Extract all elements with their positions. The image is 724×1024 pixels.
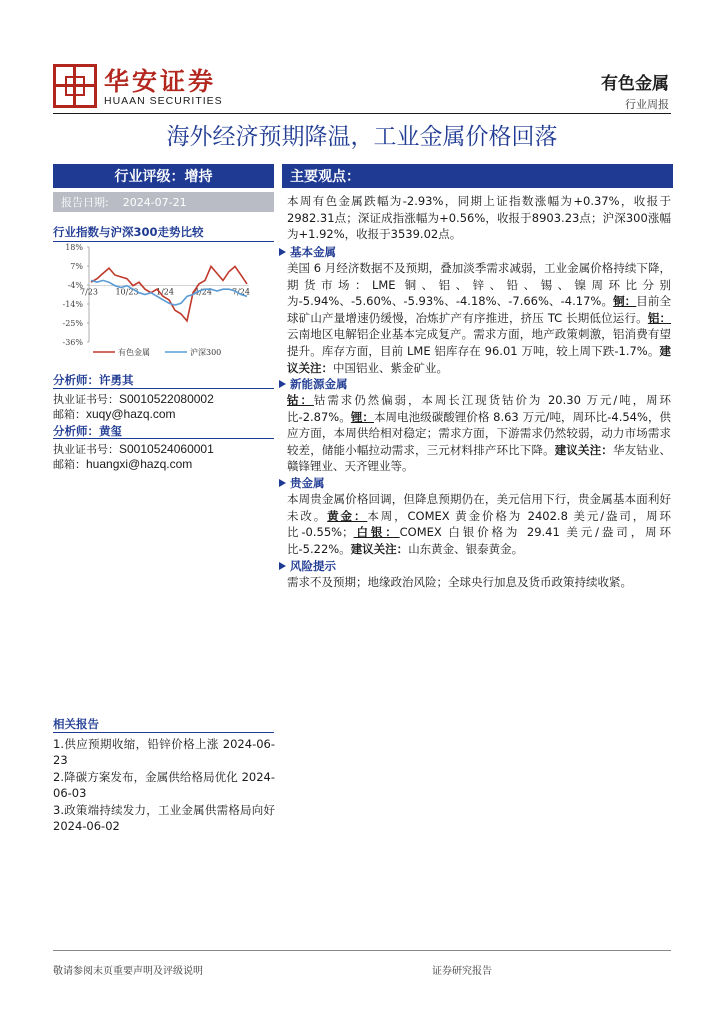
silver-keyword: 白银：	[353, 525, 400, 540]
analyst-2-name: 分析师：黄玺	[53, 424, 122, 438]
header-divider	[53, 113, 671, 114]
triangle-bullet-icon	[279, 562, 286, 570]
footer-divider	[53, 950, 671, 951]
y-tick-label: -25%	[62, 319, 83, 328]
triangle-bullet-icon	[279, 479, 286, 487]
gold-keyword: 黄金：	[327, 508, 368, 523]
analyst-2-cert-label: 执业证书号：	[53, 443, 119, 456]
report-type: 行业周报	[625, 98, 669, 111]
analyst-1-underline	[53, 388, 274, 389]
analyst-1-cert: S0010522080002	[119, 392, 214, 406]
x-tick-label: 10/23	[115, 287, 139, 297]
analyst-1-email-row	[53, 406, 176, 422]
risk-text: 需求不及预期；地缘政治风险；全球央行加息及货币政策持续收紧。	[287, 575, 632, 589]
logo-mark	[53, 64, 97, 108]
base-metals-text-2: 目前全球矿山产量增速仍缓慢，冶炼扩产有序推进，挤压 TC 长期低位运行。	[287, 294, 672, 325]
triangle-bullet-icon	[279, 248, 286, 256]
report-date-label: 报告日期:	[61, 196, 109, 209]
new-energy-paragraph	[287, 392, 671, 475]
new-energy-text-2: 本周电池级碳酸锂价格 8.63 万元/吨，周环比-4.54%，供应方面，本周供给相对稳定；需求方面，下游需求仍然较弱，动力市场需求较差，储能小幅拉动需求，三元材料排产环比下降。	[287, 409, 672, 457]
cobalt-keyword: 钴：	[287, 393, 314, 407]
base-metals-text-1: 美国 6 月经济数据不及预期，叠加淡季需求减弱，工业金属价格持续下降，期货市场：LME 铜、铝、锌、铅、锡、镍周环比分别为-5.94%、-5.60%、-5.93%、-4.18%、-7.66%、-4.17%。	[287, 261, 671, 309]
legend-label: 沪深300	[190, 348, 222, 357]
new-energy-text-1: 钴需求仍然偏弱，本周长江现货钴价为 20.30 万元/吨，周环比-2.87%。	[287, 393, 672, 424]
aluminum-keyword: 铝：	[647, 310, 671, 325]
y-tick-label: 7%	[70, 262, 83, 271]
analyst-2-cert-row	[53, 441, 214, 457]
related-reports-underline	[53, 732, 274, 733]
base-metals-text-3: 云南地区电解铝企业基本完成复产。需求方面，地产政策刺激，铝消费有望提升。库存方面，目前 LME 铝库存在 96.01 万吨，较上周下跌-1.7%。	[287, 327, 671, 358]
y-tick-label: -4%	[67, 281, 83, 290]
report-title: 海外经济预期降温，工业金属价格回落	[166, 124, 558, 150]
new-energy-advice: 华友钴业、赣锋锂业、天齐锂业等。	[287, 442, 671, 474]
section-title: 新能源金属	[290, 377, 348, 391]
analyst-2-cert: S0010524060001	[119, 442, 214, 456]
precious-advice: 山东黄金、银泰黄金。	[408, 541, 524, 556]
x-tick-label: 7/23	[80, 287, 98, 297]
x-tick-label: 4/24	[194, 287, 212, 297]
section-heading-new-energy-metals	[279, 376, 348, 392]
analyst-2-email-label: 邮箱：	[53, 458, 86, 471]
x-tick-label: 1/24	[156, 287, 174, 297]
legend-label: 有色金属	[118, 348, 150, 357]
advice-label: 建议关注：	[287, 343, 671, 375]
y-tick-label: -36%	[62, 338, 83, 347]
precious-text-1: 本周贵金属价格回调，但降息预期仍在，美元信用下行，贵金属基本面利好未改。	[287, 492, 671, 523]
intro-text: 本周有色金属跌幅为-2.93%，同期上证指数涨幅为+0.37%，收报于2982.31点；深证成指涨幅为+0.56%，收报于8903.23点；沪深300涨幅为+1.92%，收报于3539.02点。	[287, 194, 671, 242]
precious-text-3: COMEX 白银价格为 29.41 美元/盎司，周环比-5.22%。	[287, 525, 671, 556]
footer-report-label: 证券研究报告	[432, 966, 492, 977]
x-tick-label: 7/24	[232, 287, 250, 297]
advice-label: 建议关注：	[350, 541, 409, 556]
related-report-item[interactable]: 3.政策端持续发力，工业金属供需格局向好 2024-06-02	[53, 803, 275, 833]
section-title: 基本金属	[290, 245, 336, 259]
analyst-1-email-label: 邮箱：	[53, 408, 86, 421]
y-tick-label: -14%	[62, 300, 83, 309]
analyst-2-email[interactable]: huangxi@hazq.com	[86, 457, 193, 471]
y-tick-label: 18%	[65, 243, 83, 252]
precious-text-2: 本周，COMEX 黄金价格为 2402.8 美元/盎司，周环比-0.55%；	[287, 508, 672, 540]
base-metals-paragraph	[287, 260, 671, 376]
chart-title: 行业指数与沪深300走势比较	[53, 225, 204, 239]
section-heading-risk	[279, 558, 336, 574]
logo-english-name: HUAAN SECURITIES	[104, 95, 223, 107]
related-reports-heading: 相关报告	[53, 717, 99, 731]
analyst-2-email-row	[53, 456, 192, 472]
base-metals-advice: 中国铝业、紫金矿业。	[333, 360, 448, 375]
analyst-1-name: 分析师：许勇其	[53, 373, 134, 387]
section-title: 贵金属	[290, 476, 325, 490]
analyst-1-cert-row	[53, 391, 214, 407]
section-title: 风险提示	[290, 559, 336, 573]
trend-chart	[53, 242, 274, 367]
analyst-1-cert-label: 执业证书号：	[53, 393, 119, 406]
analyst-2-underline	[53, 438, 274, 439]
industry-rating: 行业评级：增持	[53, 164, 274, 188]
logo-chinese-name: 华安证券	[104, 67, 217, 96]
copper-keyword: 铜：	[613, 294, 637, 309]
precious-metals-paragraph	[287, 491, 671, 557]
section-heading-precious-metals	[279, 475, 325, 491]
related-report-item[interactable]: 2.降碳方案发布，金属供给格局优化 2024-06-03	[53, 770, 275, 800]
sector-name: 有色金属	[601, 74, 669, 94]
footer-disclaimer[interactable]: 敬请参阅末页重要声明及评级说明	[53, 966, 203, 977]
main-points-heading: 主要观点：	[282, 164, 673, 188]
analyst-1-email[interactable]: xuqy@hazq.com	[86, 407, 176, 421]
intro-paragraph	[287, 193, 671, 243]
advice-label: 建议关注：	[554, 442, 613, 457]
report-date-value: 2024-07-21	[122, 195, 187, 209]
triangle-bullet-icon	[279, 380, 286, 388]
related-report-item[interactable]: 1.供应预期收缩，铅锌价格上涨 2024-06-23	[53, 737, 275, 767]
lithium-keyword: 锂：	[350, 409, 374, 424]
report-date-bar	[53, 192, 274, 212]
risk-paragraph	[287, 574, 671, 591]
section-heading-base-metals	[279, 244, 336, 260]
